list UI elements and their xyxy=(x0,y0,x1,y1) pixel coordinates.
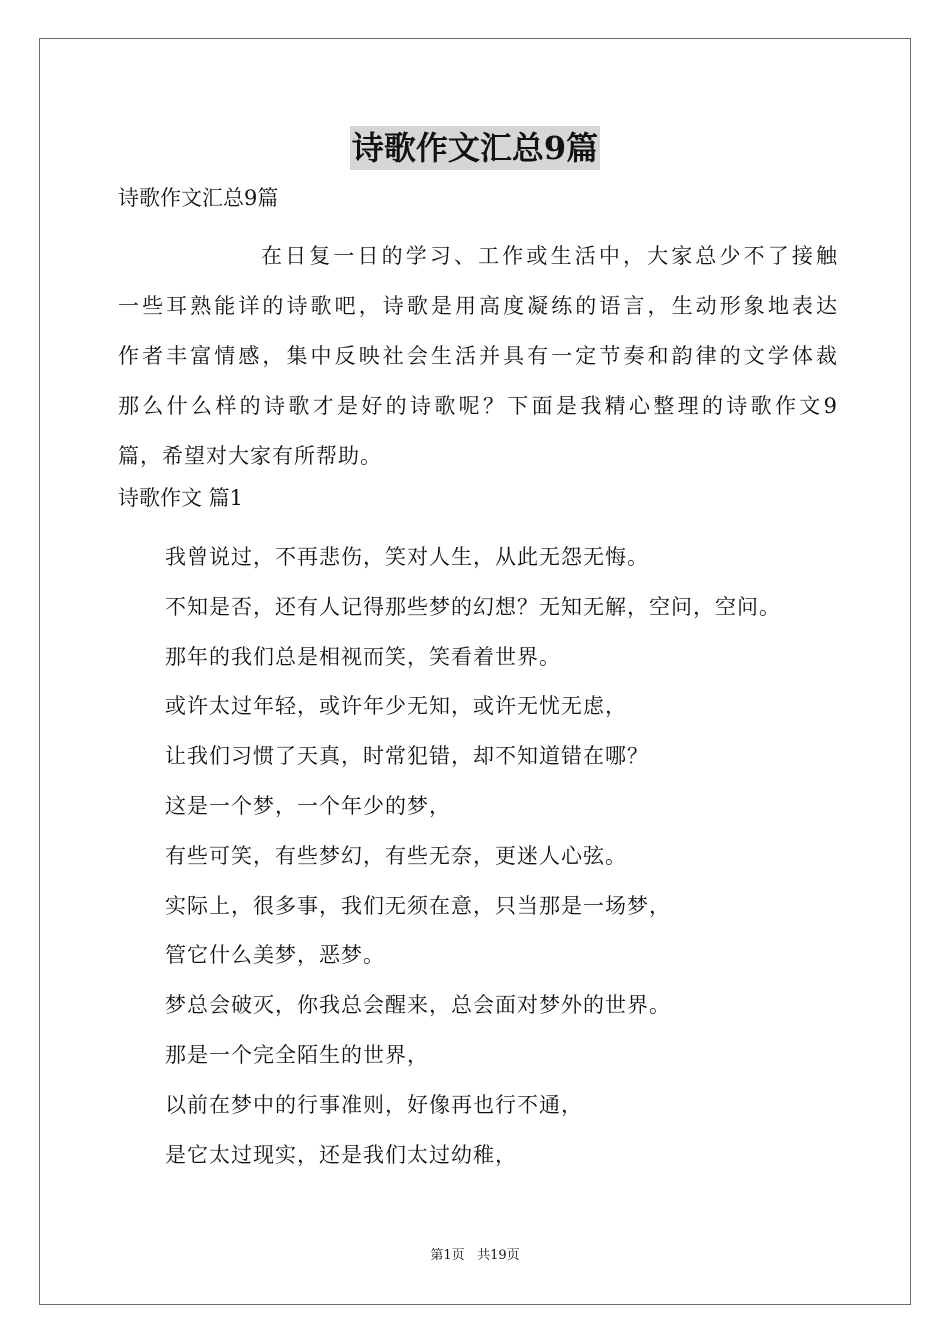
poem-line: 让我们习惯了天真，时常犯错，却不知道错在哪？ xyxy=(165,744,649,769)
intro-line: 那么什么样的诗歌才是好的诗歌呢？下面是我精心整理的诗歌作文9 xyxy=(118,394,838,418)
poem-line: 梦总会破灭，你我总会醒来，总会面对梦外的世界。 xyxy=(165,993,671,1018)
poem-line: 管它什么美梦，恶梦。 xyxy=(165,943,385,968)
poem-line: 那年的我们总是相视而笑，笑看着世界。 xyxy=(165,644,561,669)
poem-line: 有些可笑，有些梦幻，有些无奈，更迷人心弦。 xyxy=(165,843,627,868)
page-number: 第1页 xyxy=(430,1248,465,1263)
document-subtitle: 诗歌作文汇总9篇 xyxy=(118,186,279,210)
page-footer xyxy=(0,1247,950,1265)
intro-line: 作者丰富情感，集中反映社会生活并具有一定节奏和韵律的文学体裁 xyxy=(118,344,838,368)
poem-line: 我曾说过，不再悲伤，笑对人生，从此无怨无悔。 xyxy=(165,545,649,569)
poem-line: 那是一个完全陌生的世界， xyxy=(165,1042,429,1067)
intro-line: 篇，希望对大家有所帮助。 xyxy=(118,444,382,468)
page-total: 共19页 xyxy=(477,1248,520,1263)
intro-paragraph xyxy=(118,231,838,481)
intro-line: 一些耳熟能详的诗歌吧，诗歌是用高度凝练的语言，生动形象地表达 xyxy=(118,294,838,318)
poem-line: 不知是否，还有人记得那些梦的幻想？无知无解，空问，空问。 xyxy=(165,594,781,619)
poem-line: 是它太过现实，还是我们太过幼稚， xyxy=(165,1142,517,1167)
title-container xyxy=(0,126,950,170)
intro-line: 在日复一日的学习、工作或生活中，大家总少不了接触 xyxy=(261,244,838,268)
poem-body xyxy=(165,533,781,1180)
poem-line: 这是一个梦，一个年少的梦， xyxy=(165,793,451,818)
document-title: 诗歌作文汇总9篇 xyxy=(350,126,600,170)
poem-line: 实际上，很多事，我们无须在意，只当那是一场梦， xyxy=(165,893,671,918)
poem-line: 或许太过年轻，或许年少无知，或许无忧无虑， xyxy=(165,694,627,719)
poem-line: 以前在梦中的行事准则，好像再也行不通， xyxy=(165,1092,583,1117)
section-heading: 诗歌作文 篇1 xyxy=(118,486,244,510)
